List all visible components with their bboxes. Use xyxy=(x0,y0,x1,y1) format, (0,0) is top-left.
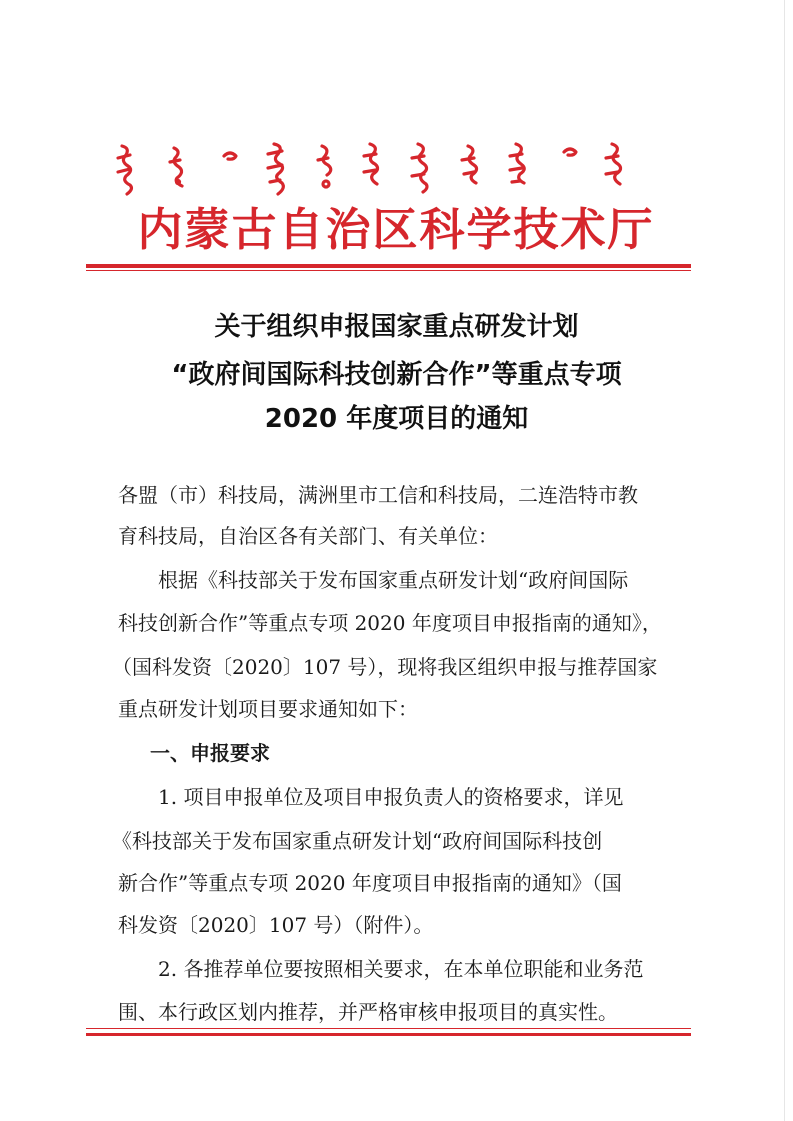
body-line: 1. 项目申报单位及项目申报负责人的资格要求，详见 xyxy=(158,785,624,809)
body-line: 新合作”等重点专项 2020 年度项目申报指南的通知》（国 xyxy=(118,871,622,895)
body-line: 育科技局，自治区各有关部门、有关单位： xyxy=(118,524,498,548)
mongolian-script-logo xyxy=(112,138,652,200)
header-divider-thin xyxy=(86,270,691,271)
body-line: 根据《科技部关于发布国家重点研发计划“政府间国际 xyxy=(158,568,629,592)
body-line: 《科技部关于发布国家重点研发计划“政府间国际科技创 xyxy=(112,829,603,853)
mongolian-script-icon xyxy=(112,138,652,200)
section-heading: 一、申报要求 xyxy=(150,741,270,765)
body-line: 科技创新合作”等重点专项 2020 年度项目申报指南的通知》， xyxy=(118,611,662,635)
organization-title: 内蒙古自治区科学技术厅 xyxy=(137,203,655,256)
document-title-line-2: “政府间国际科技创新合作”等重点专项 xyxy=(171,360,622,390)
body-line: 重点研发计划项目要求通知如下： xyxy=(118,697,418,721)
body-line: 2. 各推荐单位要按照相关要求，在本单位职能和业务范 xyxy=(158,957,644,981)
document-title-line-3: 2020 年度项目的通知 xyxy=(264,404,529,434)
footer-divider-thin xyxy=(86,1028,691,1029)
body-line: 围、本行政区划内推荐，并严格审核申报项目的真实性。 xyxy=(118,1000,618,1024)
header-divider-thick xyxy=(86,264,691,268)
body-line: 科发资〔2020〕107 号）（附件）。 xyxy=(118,913,434,937)
body-line: （国科发资〔2020〕107 号），现将我区组织申报与推荐国家 xyxy=(112,655,658,679)
footer-divider-thick xyxy=(86,1033,691,1036)
body-line: 各盟（市）科技局，满洲里市工信和科技局，二连浩特市教 xyxy=(118,483,638,507)
scan-edge xyxy=(784,0,785,1121)
document-title-line-1: 关于组织申报国家重点研发计划 xyxy=(214,312,579,342)
